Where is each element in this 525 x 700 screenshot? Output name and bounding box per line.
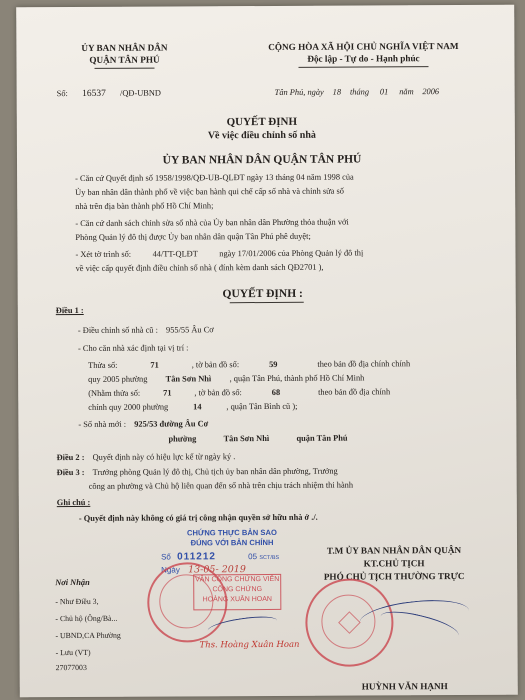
doc-date: Tân Phú, ngày 18 tháng 01 năm 2006: [274, 87, 440, 97]
decision-underline: [230, 302, 304, 303]
article-3-line-2: công an phường và Chủ hộ liên quan đến số nhà trên chịu trách nhiệm thi hành: [88, 480, 354, 491]
recipient-item: - Chủ hộ (Ông/Bà...: [55, 613, 118, 624]
recipients-list: [55, 593, 121, 661]
certified-date: Ngày 13-05- 2019: [161, 564, 246, 576]
signer-name: HUỲNH VĂN HẠNH: [361, 681, 448, 692]
basis-line-2: Ủy ban nhân dân thành phố về việc ban hành qui chế cấp số nhà và chỉnh sửa số: [75, 186, 344, 198]
notary-rect-stamp: VĂN CÔNG CHỨNG VIÊN CÔNG CHỨNG HOÀNG XUÂN HOAN: [193, 574, 281, 610]
signer-role: KT.CHỦ TỊCH: [363, 558, 425, 569]
certified-copy-stamp: CHỨNG THỰC BẢN SAO ĐÚNG VỚI BẢN CHÍNH: [187, 527, 277, 548]
record-code: 27077003: [55, 662, 87, 673]
recipients-heading: Nơi Nhận: [55, 577, 90, 588]
note-text: - Quyết định này không có giá trị công nhận quyền sở hữu nhà ở ./.: [78, 512, 318, 523]
basis-line-5: Phòng Quản lý đô thị được Ủy ban nhân dân quận Tân Phú phê duyệt;: [75, 231, 311, 243]
motto-underline: [299, 66, 429, 68]
national-title: CỘNG HÒA XÃ HỘI CHỦ NGHĨA VIỆT NAM: [268, 40, 459, 52]
location-line: - Cho căn nhà xác định tại vị trí :: [77, 343, 189, 353]
basis-line-6: - Xét tờ trình số: 44/TT-QLĐT ngày 17/01/2006 của Phòng Quản lý đô thị: [75, 248, 364, 260]
signer-title: PHÓ CHỦ TỊCH THƯỜNG TRỰC: [323, 570, 465, 582]
basis-line-7: về việc cấp quyết định điều chỉnh số nhà ( đính kèm danh sách QĐ2701 ),: [75, 262, 324, 274]
article-1-label: Điều 1 :: [55, 305, 84, 316]
article-3-line-1: Điều 3 : Trưởng phòng Quản lý đô thị, Chủ tịch ủy ban nhân dân phường, Trưởng: [56, 466, 338, 478]
recipient-item: - UBND,CA Phường: [55, 630, 121, 641]
document-subject: Về việc điều chỉnh số nhà: [207, 129, 316, 142]
issuer-district: QUẬN TÂN PHÚ: [89, 54, 160, 65]
article-2: Điều 2 : Quyết định này có hiệu lực kể từ ngày ký .: [56, 452, 236, 463]
decision-heading: QUYẾT ĐỊNH :: [222, 287, 303, 301]
issuer-name: ỦY BAN NHÂN DÂN: [81, 42, 168, 53]
old-number-line: - Điều chỉnh số nhà cũ : 955/55 Âu Cơ: [77, 325, 214, 335]
signer-org: T.M ỦY BAN NHÂN DÂN QUẬN: [326, 544, 462, 556]
doc-number: Số: 16537 /QĐ-UBND: [56, 88, 161, 99]
old-ward-line: chính quy 2000 phường 14 , quận Tân Bình cũ );: [88, 401, 298, 412]
parcel-line: Thửa số: 71 , tờ bản đồ số: 59 theo bản đồ địa chính chính: [88, 359, 411, 370]
document-page: [16, 5, 518, 698]
recipient-item: - Như Điều 3,: [55, 596, 99, 607]
old-parcel-line: (Nhằm thửa số: 71 , tờ bản đồ số: 68 theo bản đồ địa chính: [88, 387, 391, 398]
basis-line-1: - Căn cứ Quyết định số 1958/1998/QĐ-UB-QLĐT ngày 13 tháng 04 năm 1998 của: [75, 172, 354, 184]
document-title: QUYẾT ĐỊNH: [226, 115, 298, 129]
note-label: Ghi chú :: [56, 497, 91, 508]
national-motto: Độc lập - Tự do - Hạnh phúc: [307, 53, 420, 64]
new-number-line: - Số nhà mới : 925/53 đường Âu Cơ: [78, 419, 209, 429]
new-ward-line: phường Tân Sơn Nhì quận Tân Phú: [168, 433, 348, 444]
issuer-underline: [95, 68, 155, 69]
recipient-item: - Lưu (VT): [55, 647, 91, 658]
basis-line-4: - Căn cứ danh sách chỉnh sửa số nhà của Ủy ban nhân dân Phường thỏa thuận với: [75, 217, 349, 229]
basis-line-3: nhà trên địa bàn thành phố Hồ Chí Minh;: [75, 201, 214, 212]
ward-line: quy 2005 phường Tân Sơn Nhì , quận Tân Phú, thành phố Hồ Chí Minh: [88, 373, 365, 384]
notary-signature-name: Ths. Hoàng Xuân Hoan: [199, 639, 300, 651]
authority-heading: ỦY BAN NHÂN DÂN QUẬN TÂN PHÚ: [162, 153, 362, 167]
certified-number: Số 011212 05 SCT/BS: [161, 551, 280, 563]
